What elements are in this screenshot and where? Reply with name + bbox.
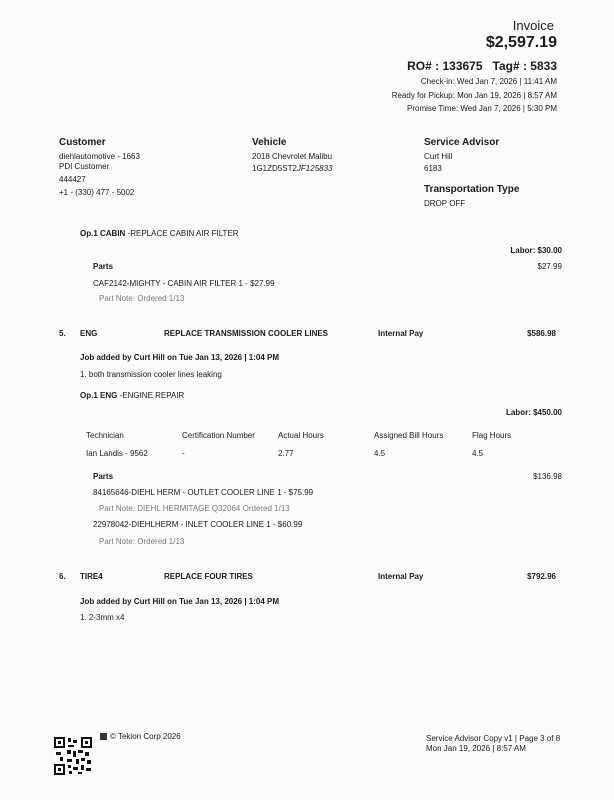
job6-note: 1. 2-3mm x4 [80,613,125,622]
op-cabin-code: Op.1 CABIN [80,229,126,238]
job5-parts-total: $136.98 [533,472,562,481]
ready-for-pickup-time: Ready for Pickup: Mon Jan 19, 2026 | 8:57 AM [391,91,557,100]
copyright-text: © Tekion Corp 2026 [110,732,181,741]
tech-header-actual-hours: Actual Hours [278,431,324,440]
op-cabin-part-note: Part Note: Ordered 1/13 [99,294,185,303]
tech-cell-certification: - [182,449,185,458]
tech-cell-assigned-bill-hours: 4.5 [374,449,386,458]
op-cabin-parts-label: Parts [93,262,114,271]
invoice-title: Invoice [512,18,554,33]
job5-part1-note: Part Note: DIEHL HERMITAGE Q32064 Ordered 1/13 [99,504,290,513]
tech-cell-flag-hours: 4.5 [472,449,484,458]
tech-header-technician: Technician [86,431,124,440]
tech-header-assigned-bill-hours: Assigned Bill Hours [374,431,444,440]
job5-op-line [80,391,184,400]
transportation-type-value: DROP OFF [424,199,466,208]
job5-note: 1. both transmission cooler lines leaking [80,370,222,379]
copyright-line [100,732,181,741]
job5-parts-label: Parts [93,472,114,481]
job5-labor: Labor: $450.00 [505,408,562,417]
vehicle-vin [252,164,333,173]
vehicle-model: 2018 Chevrolet Malibu [252,152,333,161]
printed-date: Mon Jan 19, 2026 | 8:57 AM [426,744,526,753]
vin-prefix: 1G1ZD5ST2 [252,164,297,173]
op-cabin-parts-total: $27.99 [537,262,562,271]
op-cabin-desc: -REPLACE CABIN AIR FILTER [125,229,239,238]
vehicle-heading: Vehicle [252,137,287,148]
job6-title: REPLACE FOUR TIRES [164,572,253,581]
job5-op-desc: -ENGINE REPAIR [117,391,185,400]
tech-header-certification: Certification Number [182,431,255,440]
tech-cell-actual-hours: 2.77 [278,449,294,458]
job5-number: 5. [59,329,66,338]
job6-number: 6. [59,572,66,581]
op-cabin-labor: Labor: $30.00 [510,246,562,255]
tech-header-flag-hours: Flag Hours [472,431,512,440]
job6-amount: $792.96 [527,572,556,581]
job5-pay-type: Internal Pay [378,329,424,338]
invoice-total: $2,597.19 [485,34,557,51]
service-advisor-id: 6183 [424,164,442,173]
customer-phone: +1 - (330) 477 - 5002 [59,188,135,197]
job6-code: TIRE4 [80,572,103,581]
job5-code: ENG [80,329,98,338]
job6-added-by: Job added by Curt Hill on Tue Jan 13, 2026 | 1:04 PM [80,597,280,606]
job5-part2-note: Part Note: Ordered 1/13 [99,537,185,546]
job5-amount: $586.98 [527,329,556,338]
vin-suffix: JF125833 [296,164,333,173]
ro-tag-number: RO# : 133675 Tag# : 5833 [407,59,557,73]
job5-added-by: Job added by Curt Hill on Tue Jan 13, 2026 | 1:04 PM [80,353,280,362]
tekion-logo-icon [100,733,107,740]
job5-part1: 84165646-DIEHL HERM - OUTLET COOLER LINE 1 - $75.99 [93,488,314,497]
customer-number: 444427 [59,175,86,184]
copy-info: Service Advisor Copy v1 | Page 3 of 8 [426,734,561,743]
op-cabin-line [80,229,239,238]
qr-code-icon [54,737,92,775]
service-advisor-heading: Service Advisor [424,137,500,148]
check-in-time: Check-in: Wed Jan 7, 2026 | 11:41 AM [420,77,557,86]
job5-part2: 22978042-DIEHLHERM - INLET COOLER LINE 1 - $60.99 [93,520,303,529]
job5-title: REPLACE TRANSMISSION COOLER LINES [164,329,329,338]
promise-time: Promise Time: Wed Jan 7, 2026 | 5:30 PM [407,104,557,113]
job5-op-code: Op.1 ENG [80,391,118,400]
customer-name: diehlautomotive - 1663 [59,152,140,161]
service-advisor-name: Curt Hill [424,152,453,161]
customer-heading: Customer [59,137,106,148]
transportation-type-heading: Transportation Type [424,184,520,195]
job6-pay-type: Internal Pay [378,572,424,581]
op-cabin-part-line: CAF2142-MIGHTY - CABIN AIR FILTER 1 - $27.99 [93,279,275,288]
customer-type: PDI Customer [59,162,110,171]
tech-cell-technician: Ian Landis - 9562 [86,449,148,458]
